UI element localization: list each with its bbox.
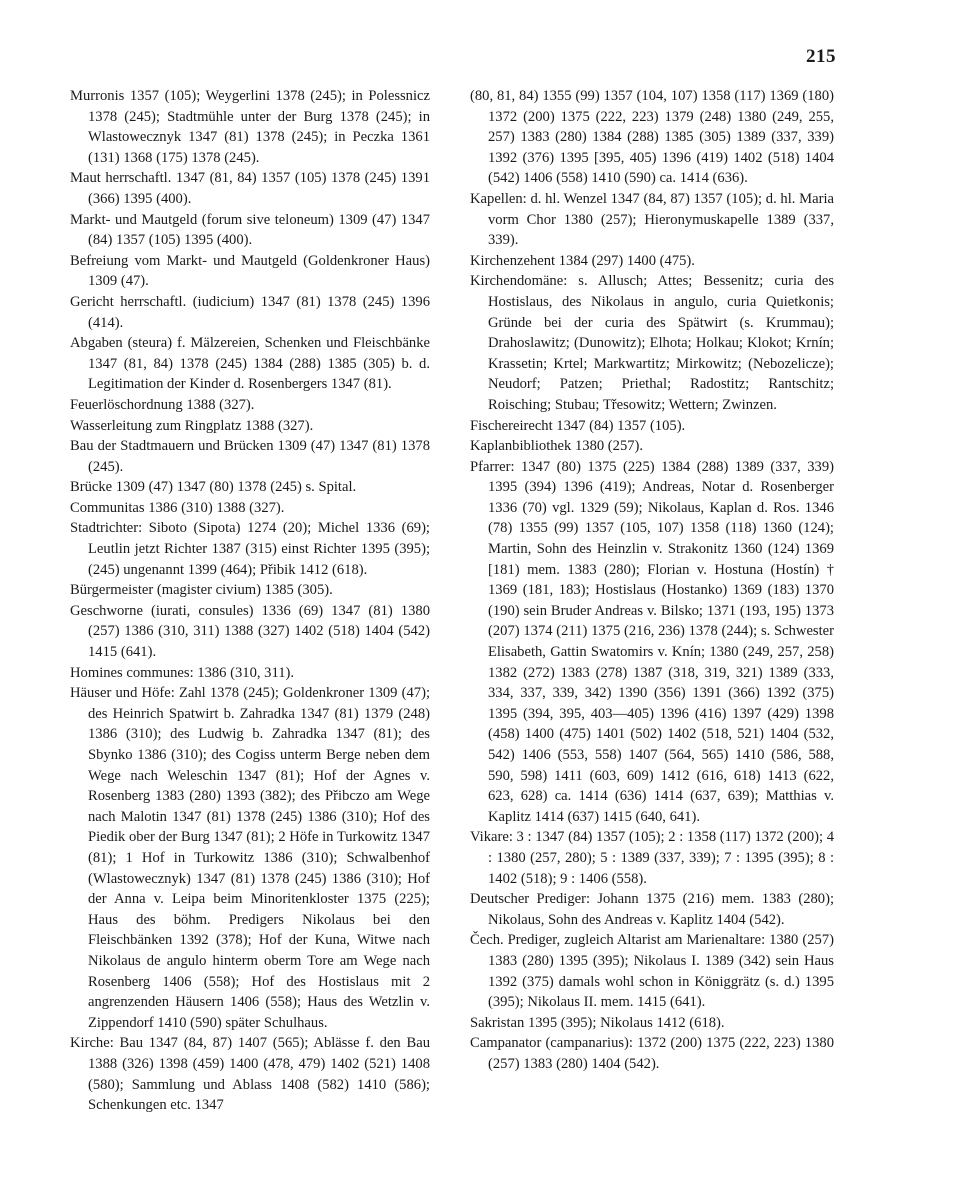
index-entry: Bau der Stadtmauern und Brücken 1309 (47) 1347 (81) 1378 (245). [70, 438, 430, 475]
index-entry: Campanator (campanarius): 1372 (200) 1375 (222, 223) 1380 (257) 1383 (280) 1404 (542). [470, 1035, 834, 1072]
left-column [70, 86, 430, 1116]
index-entry: Bürgermeister (magister civium) 1385 (305). [70, 582, 333, 599]
index-entry: Vikare: 3 : 1347 (84) 1357 (105); 2 : 1358 (117) 1372 (200); 4 : 1380 (257, 280); 5 : 1389 (337, 339); 7 : 1395 (395); 8 : 1402 (518); 9 : 1406 (558). [470, 829, 834, 887]
index-entry: Feuerlöschordnung 1388 (327). [70, 396, 255, 413]
index-entry: Homines communes: 1386 (310, 311). [70, 664, 295, 681]
index-entry: Communitas 1386 (310) 1388 (327). [70, 499, 285, 516]
index-entry: Kaplanbibliothek 1380 (257). [470, 438, 644, 455]
index-entry: Markt- und Mautgeld (forum sive teloneum) 1309 (47) 1347 (84) 1357 (105) 1395 (400). [70, 211, 430, 249]
index-entry: Kirchendomäne: s. Allusch; Attes; Bessenitz; curia des Hostislaus, des Nikolaus in angulo, curia Quietkonis; Gründe bei der curia des Spätwirt (s. Krummau); Drahoslawitz; (Dunowitz); Elhota; Holkau; Klokot; Krnín; Krassetin; Krtel; Markwartitz; Mirkowitz; (Nebozelicze); Neudorf; Patzen; Priethal; Radostitz; Rantschitz; Roisching; Stubau; Třesowitz; Wettern; Zwinzen. [470, 273, 834, 413]
index-entry: Pfarrer: 1347 (80) 1375 (225) 1384 (288) 1389 (337, 339) 1395 (394) 1396 (419); Andreas, Notar d. Rosenberger 1336 (70) vgl. 1329 (59); Nikolaus, Kaplan d. Ros. 1346 (78) 1355 (99) 1357 (105, 107) 1358 (118) 1360 (124); Martin, Sohn des Heinzlin v. Strakonitz 1360 (124) 1369 [181) mem. 1383 (280); Florian v. Hostuna (Hostín) † 1369 (181, 183); Hostislaus (Hostanko) 1369 (183) 1370 (190) sein Bruder Andreas v. Bilsko; 1371 (193, 195) 1373 (207) 1374 (211) 1375 (216, 236) 1378 (244); s. Schwester Elisabeth, Gattin Swatomirs v. Knín; 1380 (249, 257, 258) 1382 (272) 1383 (278) 1387 (318, 319, 321) 1389 (333, 334, 337, 339, 342) 1390 (356) 1391 (366) 1392 (375) 1395 (394, 395, 403—405) 1396 (416) 1397 (429) 1398 (458) 1400 (475) 1401 (502) 1402 (518, 521) 1404 (532, 542) 1406 (553, 558) 1407 (564, 565) 1410 (586, 588, 590, 598) 1411 (603, 609) 1412 (616, 618) 1413 (622, 623, 628) ca. 1414 (636) 1414 (637, 639); Matthias v. Kaplitz 1414 (637) 1415 (640, 641). [470, 458, 834, 825]
index-entry: Brücke 1309 (47) 1347 (80) 1378 (245) s. Spital. [70, 479, 357, 496]
index-entry: Kirche: Bau 1347 (84, 87) 1407 (565); Ablässe f. den Bau 1388 (326) 1398 (459) 1400 (478, 479) 1402 (521) 1408 (580); Sammlung und Ablass 1408 (582) 1410 (586); Schenkungen etc. 1347 [70, 1035, 430, 1114]
index-entry: Häuser und Höfe: Zahl 1378 (245); Goldenkroner 1309 (47); des Heinrich Spatwirt b. Zahradka 1347 (81) 1379 (248) 1386 (310); des Ludwig b. Zahradka 1347 (81); des Sbynko 1386 (310); des Cogiss unterm Berge neben dem Wege nach Weleschin 1347 (81); Hof der Agnes v. Rosenberg 1383 (280) 1393 (382); des Přibczo am Wege nach Malotin 1347 (81) 1378 (245) 1386 (310); Hof des Piedik ober der Burg 1347 (81); 2 Höfe in Turkowitz 1347 (81); 1 Hof in Turkowitz 1386 (310); Schwalbenhof (Wlastowecznyk) 1347 (81) 1378 (245) 1386 (310); Hof der Anna v. Leipa beim Minoritenkloster 1375 (225); Haus des böhm. Predigers Nikolaus bei den Fleischbänken 1392 (378); Hof der Kuna, Witwe nach Nikolaus de angulo hinterm oberm Tore am Wege nach Rosenberg 1406 (558); Hof des Hostislaus mit 2 angrenzenden Häusern 1406 (558); Haus des Wetzlin v. Zippendorf 1410 (590) später Schulhaus. [70, 685, 430, 1031]
index-entry: Gericht herrschaftl. (iudicium) 1347 (81) 1378 (245) 1396 (414). [70, 293, 430, 331]
index-entry: Kapellen: d. hl. Wenzel 1347 (84, 87) 1357 (105); d. hl. Maria vorm Chor 1380 (257); Hieronymuskapelle 1389 (337, 339). [470, 190, 834, 249]
index-entry: Murronis 1357 (105); Weygerlini 1378 (245); in Polessnicz 1378 (245); Stadtmühle unter der Burg 1378 (245); in Wlastowecznyk 1347 (81) 1378 (245); in Peczka 1361 (131) 1368 (175) 1378 (245). [70, 88, 430, 166]
index-entry: Kirchenzehent 1384 (297) 1400 (475). [470, 252, 695, 269]
index-entry: Čech. Prediger, zugleich Altarist am Marienaltare: 1380 (257) 1383 (280) 1395 (395); Nikolaus I. 1389 (342) sein Haus 1392 (375) damals wohl schon in Königgrätz (s. d.) 1395 (395); Nikolaus II. mem. 1415 (641). [470, 932, 834, 1011]
index-entry: Maut herrschaftl. 1347 (81, 84) 1357 (105) 1378 (245) 1391 (366) 1395 (400). [70, 170, 430, 207]
index-entry: Geschworne (iurati, consules) 1336 (69) 1347 (81) 1380 (257) 1386 (310, 311) 1388 (327) 1402 (518) 1404 (542) 1415 (641). [70, 602, 430, 661]
index-entry: Stadtrichter: Siboto (Sipota) 1274 (20); Michel 1336 (69); Leutlin jetzt Richter 1387 (315) einst Richter 1395 (395); (245) ungenannt 1399 (464); Přibik 1412 (618). [70, 520, 430, 578]
index-entry: Deutscher Prediger: Johann 1375 (216) mem. 1383 (280); Nikolaus, Sohn des Andreas v. Kaplitz 1404 (542). [470, 891, 834, 928]
index-entry: (80, 81, 84) 1355 (99) 1357 (104, 107) 1358 (117) 1369 (180) 1372 (200) 1375 (222, 223) 1379 (248) 1380 (249, 255, 257) 1383 (280) 1384 (288) 1385 (305) 1389 (337, 339) 1392 (376) 1395 [395, 405) 1396 (419) 1402 (518) 1404 (542) 1406 (558) 1410 (590) ca. 1414 (636). [470, 88, 834, 187]
index-entry: Wasserleitung zum Ringplatz 1388 (327). [70, 417, 314, 434]
page-number: 215 [806, 46, 836, 67]
index-entry: Abgaben (steura) f. Mälzereien, Schenken und Fleischbänke 1347 (81, 84) 1378 (245) 1384 (288) 1385 (305) b. d. Legitimation der Kinder d. Rosenbergers 1347 (81). [70, 335, 430, 393]
index-entry: Sakristan 1395 (395); Nikolaus 1412 (618). [470, 1014, 725, 1031]
index-entry: Befreiung vom Markt- und Mautgeld (Goldenkroner Haus) 1309 (47). [70, 252, 430, 290]
right-column [470, 86, 834, 1075]
index-entry: Fischereirecht 1347 (84) 1357 (105). [470, 417, 686, 434]
